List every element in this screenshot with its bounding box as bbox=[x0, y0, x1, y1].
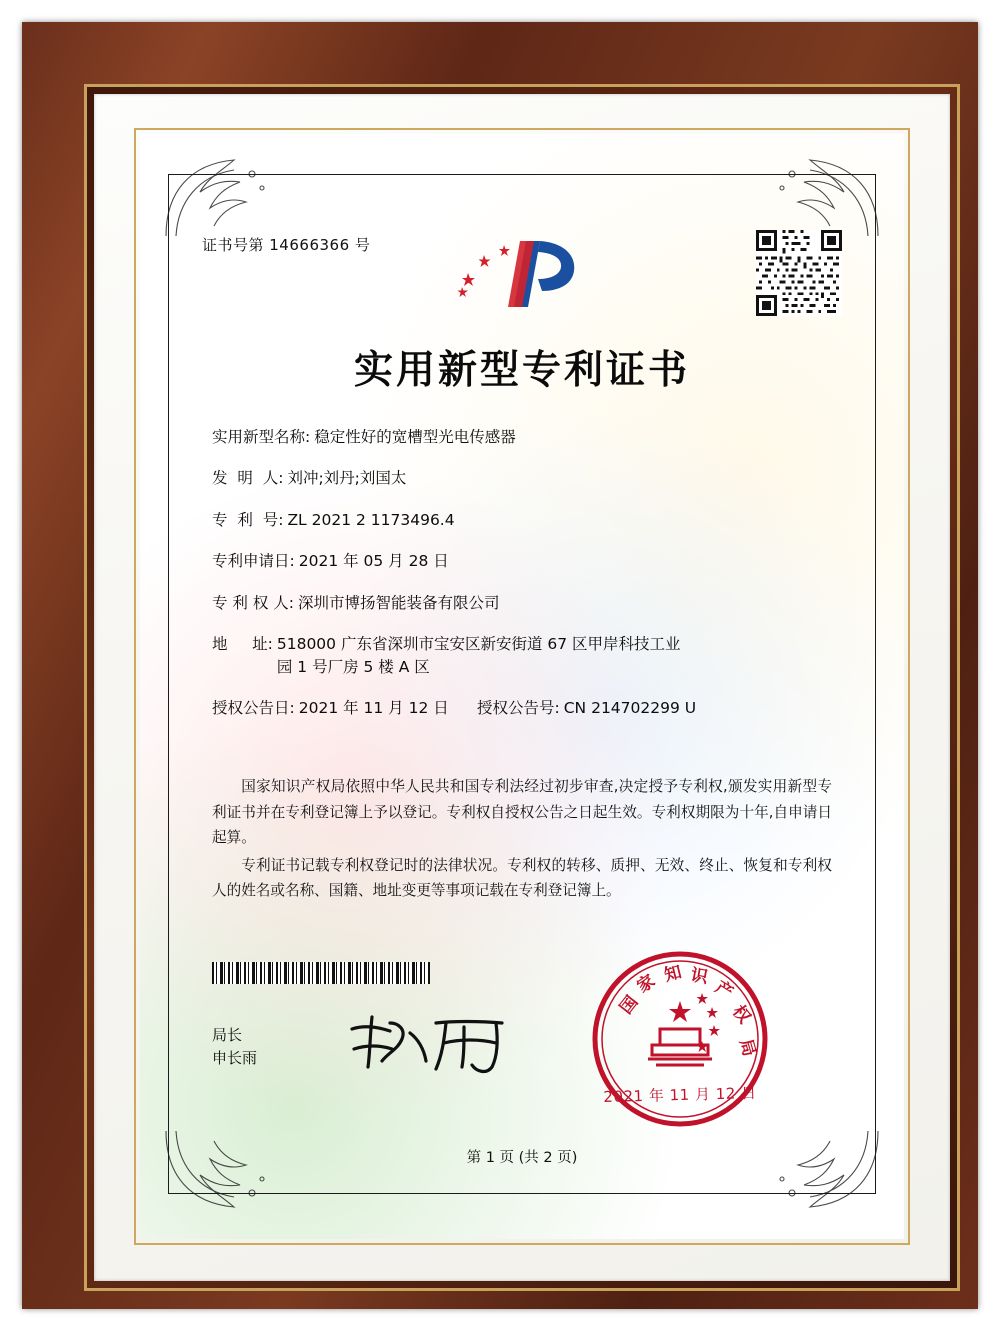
field-value: 2021 年 11 月 12 日 bbox=[298, 699, 449, 718]
field-label: 授权公告日: bbox=[212, 699, 295, 718]
field-value: 稳定性好的宽槽型光电传感器 bbox=[314, 428, 516, 446]
legal-paragraph-1: 国家知识产权局依照中华人民共和国专利法经过初步审查,决定授予专利权,颁发实用新型专利证书并在专利登记簿上予以登记。专利权自授权公告之日起生效。专利权期限为十年,自申请日起算。 bbox=[212, 778, 832, 847]
field-value: 刘冲;刘丹;刘国太 bbox=[287, 469, 407, 488]
field-invention-name bbox=[212, 426, 832, 448]
svg-text:国: 国 bbox=[616, 992, 643, 1019]
field-label: 地 址: bbox=[212, 635, 273, 654]
field-label: 专利申请日: bbox=[212, 552, 295, 571]
cnipa-logo-icon bbox=[450, 229, 600, 319]
seal-date: 2021 年 11 月 12 日 bbox=[603, 1083, 757, 1107]
field-label: 授权公告号: bbox=[477, 699, 560, 718]
svg-text:局: 局 bbox=[735, 1036, 760, 1059]
field-label: 专 利 权 人: bbox=[212, 593, 295, 612]
field-grant-row bbox=[212, 697, 832, 719]
handwritten-signature bbox=[340, 1009, 530, 1079]
director-role-label: 局长 bbox=[212, 1026, 243, 1044]
legal-text bbox=[212, 774, 832, 906]
signature-block bbox=[212, 1024, 257, 1071]
director-name-label: 申长雨 bbox=[212, 1049, 258, 1068]
svg-text:识: 识 bbox=[689, 965, 710, 988]
field-patentee bbox=[212, 592, 832, 614]
field-value: 2021 年 05 月 28 日 bbox=[298, 552, 449, 571]
field-label: 发 明 人: bbox=[212, 469, 284, 488]
field-value: 深圳市博扬智能装备有限公司 bbox=[298, 593, 500, 612]
qr-code-icon bbox=[756, 230, 842, 316]
field-address bbox=[212, 633, 832, 678]
svg-text:权: 权 bbox=[728, 1001, 755, 1028]
barcode bbox=[212, 962, 430, 984]
field-patent-number bbox=[212, 509, 832, 531]
field-value: 518000 广东省深圳市宝安区新安街道 67 区甲岸科技工业 bbox=[276, 635, 681, 654]
field-value: CN 214702299 U bbox=[563, 699, 697, 718]
page-footer: 第 1 页 (共 2 页) bbox=[466, 1150, 578, 1166]
svg-text:产: 产 bbox=[711, 977, 737, 1004]
page-title: 实用新型专利证书 bbox=[353, 348, 690, 393]
certificate-page bbox=[140, 134, 904, 1239]
field-label: 专 利 号: bbox=[212, 510, 284, 529]
certificate-number: 证书号第 14666366 号 bbox=[202, 236, 371, 254]
field-value-line2: 园 1 号厂房 5 楼 A 区 bbox=[276, 657, 430, 676]
field-label: 实用新型名称: bbox=[212, 428, 311, 446]
field-value: ZL 2021 2 1173496.4 bbox=[287, 510, 455, 529]
field-inventors bbox=[212, 467, 832, 489]
field-application-date bbox=[212, 550, 832, 572]
svg-text:家: 家 bbox=[633, 971, 659, 998]
field-grant-number bbox=[477, 697, 832, 719]
picture-frame-outer bbox=[22, 22, 978, 1309]
certificate-fields bbox=[212, 426, 832, 728]
svg-text:知: 知 bbox=[662, 962, 684, 986]
field-grant-date bbox=[212, 697, 477, 719]
legal-paragraph-2: 专利证书记载专利权登记时的法律状况。专利权的转移、质押、无效、终止、恢复和专利权人的姓名或名称、国籍、地址变更等事项记载在专利登记簿上。 bbox=[212, 856, 832, 900]
